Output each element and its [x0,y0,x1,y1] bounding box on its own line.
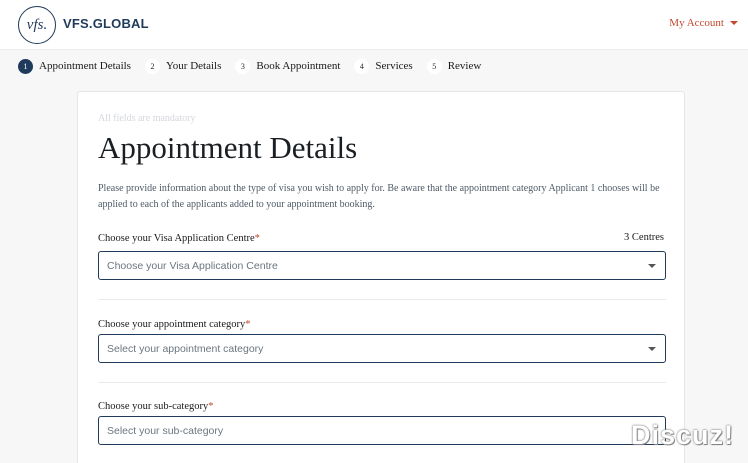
vfs-logo-icon[interactable] [18,6,56,44]
top-header [0,0,748,50]
centre-label-text: Choose your Visa Application Centre [98,233,255,244]
subcategory-select[interactable] [98,416,666,445]
step-number: 1 [18,59,33,74]
progress-stepper [18,58,495,74]
step-number: 2 [145,59,160,74]
discuz-watermark: Discuz! [630,420,734,450]
centre-count: 3 Centres [624,232,664,243]
my-account-label: My Account [669,17,724,29]
step-book-appointment[interactable] [235,59,340,74]
dropdown-arrow-icon [648,264,656,268]
my-account-menu[interactable] [669,17,738,29]
subcategory-label [98,401,213,412]
required-mark: * [245,319,251,330]
step-appointment-details[interactable] [18,59,131,74]
category-select[interactable] [98,334,666,363]
step-label: Your Details [165,60,222,72]
appointment-form-card [77,91,685,463]
required-mark: * [254,233,260,244]
category-select-placeholder: Select your appointment category [107,342,264,355]
mandatory-note: All fields are mandatory [98,113,196,124]
step-number: 5 [427,59,442,74]
caret-down-icon [730,21,738,25]
step-services[interactable] [354,59,412,74]
subcategory-select-placeholder: Select your sub-category [107,424,224,437]
category-label [98,319,251,330]
logo-mark: vfs. [26,16,48,33]
divider [98,382,666,383]
dropdown-arrow-icon [648,347,656,351]
intro-text: Please provide information about the type of visa you wish to apply for. Be aware that the appointment category Applicant 1 chooses will be applied to each of the applicants added to your appointment booking. [98,183,660,210]
centre-select-placeholder: Choose your Visa Application Centre [107,259,278,272]
step-review[interactable] [427,59,482,74]
step-label: Review [447,60,482,72]
step-number: 3 [235,59,250,74]
logo-text[interactable]: VFS.GLOBAL [63,16,149,31]
subcategory-label-text: Choose your sub-category [98,401,209,412]
step-number: 4 [354,59,369,74]
step-label: Appointment Details [39,60,131,72]
centre-select[interactable] [98,251,666,280]
step-label: Book Appointment [256,60,341,72]
divider [98,299,666,300]
step-your-details[interactable] [145,59,221,74]
page-title: Appointment Details [98,130,358,165]
required-mark: * [208,401,214,412]
step-label: Services [375,60,413,72]
category-label-text: Choose your appointment category [98,319,246,330]
centre-label [98,233,260,244]
